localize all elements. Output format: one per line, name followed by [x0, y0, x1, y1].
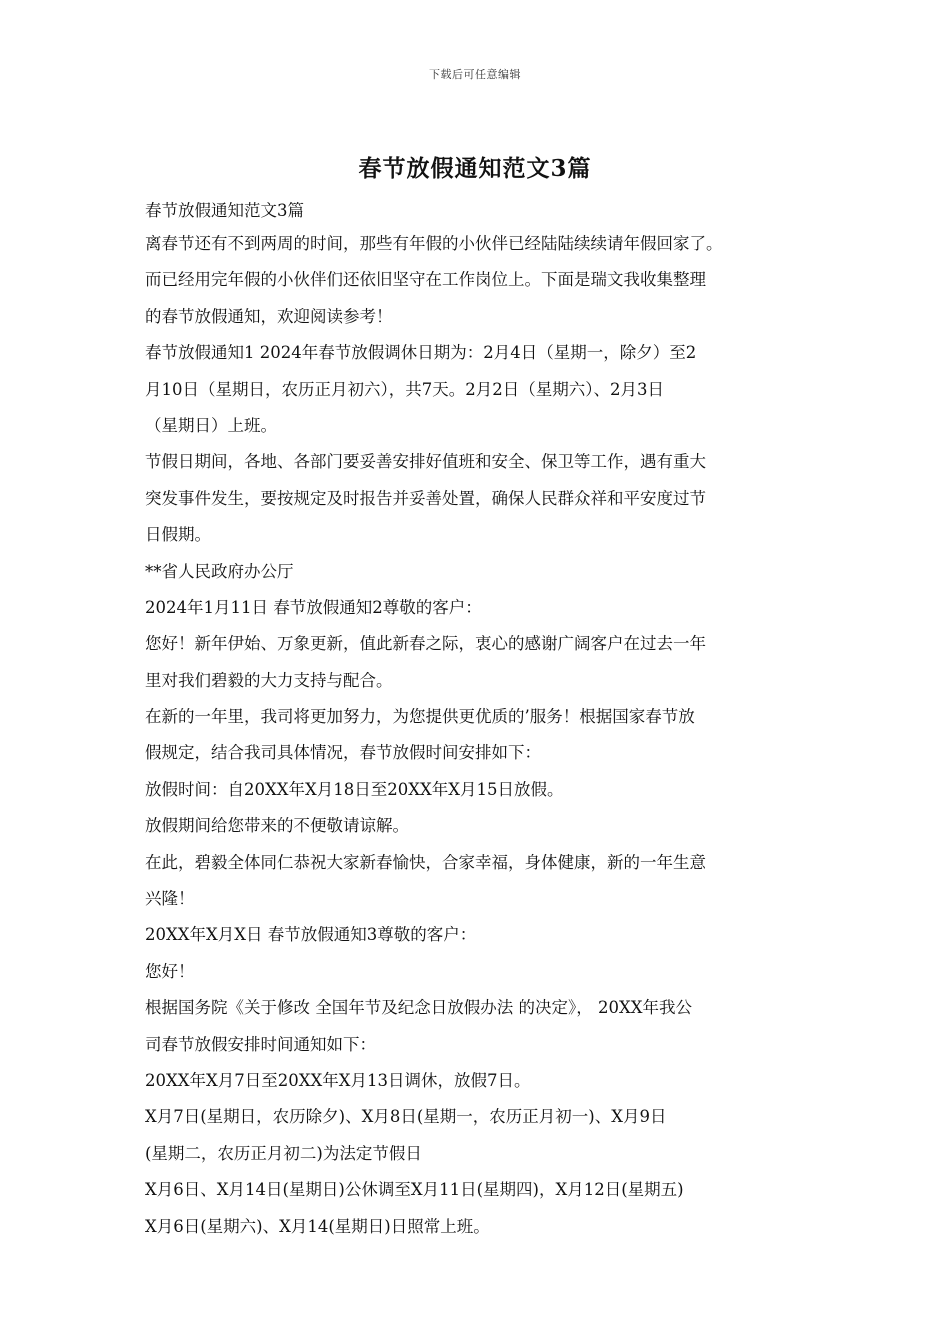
document-title: 春节放假通知范文3篇 [358, 155, 592, 182]
text-line: 假规定，结合我司具体情况，春节放假时间安排如下： [145, 743, 541, 763]
text-line: 兴隆！ [145, 889, 195, 909]
text-line: 突发事件发生，要按规定及时报告并妥善处置，确保人民群众祥和平安度过节 [145, 488, 706, 508]
text-line: 司春节放假安排时间通知如下： [145, 1034, 376, 1054]
text-line: 节假日期间，各地、各部门要妥善安排好值班和安全、保卫等工作，遇有重大 [145, 452, 706, 472]
text-line: 的春节放假通知，欢迎阅读参考！ [145, 306, 393, 326]
text-line: **省人民政府办公厅 [145, 561, 294, 581]
document-body [145, 196, 810, 1245]
text-line: X月7日(星期日，农历除夕)、X月8日(星期一，农历正月初一)、X月9日 [145, 1107, 667, 1127]
header-note: 下载后可任意编辑 [429, 68, 521, 81]
text-line: 放假期间给您带来的不便敬请谅解。 [145, 816, 409, 836]
text-line: 2024年1月11日 春节放假通知2尊敬的客户： [145, 597, 482, 617]
text-line: （星期日）上班。 [145, 415, 277, 435]
text-line: X月6日、X月14日(星期日)公休调至X月11日(星期四)，X月12日(星期五) [145, 1180, 684, 1200]
text-line: 20XX年X月X日 春节放假通知3尊敬的客户： [145, 925, 477, 945]
text-line: 春节放假通知1 2024年春节放假调休日期为：2月4日（星期一，除夕）至2 [145, 343, 697, 363]
text-line: 月10日（星期日，农历正月初六），共7天。2月2日（星期六）、2月3日 [145, 379, 664, 399]
text-line: (星期二，农历正月初二)为法定节假日 [145, 1143, 422, 1163]
text-line: 里对我们碧毅的大力支持与配合。 [145, 670, 393, 690]
text-line: 放假时间：自20XX年X月18日至20XX年X月15日放假。 [145, 779, 564, 799]
text-line: X月6日(星期六)、X月14(星期日)日照常上班。 [145, 1216, 490, 1236]
document-subtitle: 春节放假通知范文3篇 [145, 201, 304, 220]
text-line: 您好！新年伊始、万象更新，值此新春之际，衷心的感谢广阔客户在过去一年 [145, 634, 706, 654]
text-line: 您好！ [145, 961, 195, 981]
text-line: 根据国务院《关于修改 全国年节及纪念日放假办法 的决定》， 20XX年我公 [145, 998, 692, 1018]
text-line: 在此，碧毅全体同仁恭祝大家新春愉快，合家幸福，身体健康，新的一年生意 [145, 852, 706, 872]
text-line: 20XX年X月7日至20XX年X月13日调休，放假7日。 [145, 1070, 531, 1090]
text-line: 在新的一年里，我司将更加努力，为您提供更优质的’服务！根据国家春节放 [145, 707, 695, 727]
text-line: 日假期。 [145, 525, 211, 545]
text-line: 而已经用完年假的小伙伴们还依旧坚守在工作岗位上。下面是瑞文我收集整理 [145, 270, 706, 290]
text-line: 离春节还有不到两周的时间，那些有年假的小伙伴已经陆陆续续请年假回家了。 [145, 234, 723, 253]
